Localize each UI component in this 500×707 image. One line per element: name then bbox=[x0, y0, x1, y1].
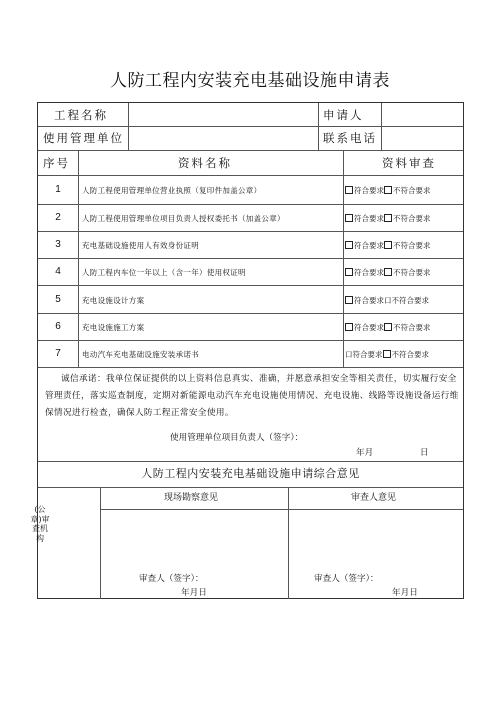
divider bbox=[100, 509, 463, 510]
divider bbox=[38, 313, 463, 314]
divider bbox=[78, 150, 79, 367]
row-doc-name: 充电基础设施使用人有效身份证明 bbox=[82, 241, 199, 250]
row-doc-name: 充电设施设计方案 bbox=[82, 296, 145, 305]
divider bbox=[38, 461, 463, 462]
site-survey-label: 现场勘察意见 bbox=[164, 493, 219, 503]
row-number: 4 bbox=[55, 266, 61, 277]
doc-review-header: 资料审查 bbox=[382, 156, 436, 170]
checkbox-icon[interactable] bbox=[345, 186, 353, 194]
divider bbox=[128, 103, 129, 150]
divider bbox=[38, 204, 463, 205]
row-review: 符合要求 不符合要求 bbox=[345, 184, 431, 198]
checkbox-icon[interactable] bbox=[345, 268, 353, 276]
row-review: 口符合要求 不符合要求 bbox=[345, 350, 429, 359]
divider bbox=[343, 150, 344, 367]
divider bbox=[38, 487, 463, 488]
row-number: 2 bbox=[55, 212, 61, 223]
row-review: 符合要求 不符合要求 bbox=[345, 321, 431, 335]
divider bbox=[100, 487, 101, 599]
page-title: 人防工程内安装充电基础设施申请表 bbox=[110, 71, 390, 91]
row-number: 5 bbox=[55, 294, 61, 305]
applicant-label: 申请人 bbox=[323, 108, 364, 122]
divider bbox=[318, 103, 319, 150]
signature-label: 使用管理单位项目负责人（签字）： bbox=[170, 433, 304, 443]
checkbox-icon[interactable] bbox=[384, 268, 392, 276]
divider bbox=[38, 367, 463, 368]
review-agency-seal-label: (公章)审查机构 bbox=[30, 505, 50, 543]
row-number: 7 bbox=[55, 348, 61, 359]
checkbox-icon[interactable] bbox=[384, 186, 392, 194]
seq-header: 序号 bbox=[43, 156, 70, 170]
contact-phone-label: 联系电话 bbox=[323, 131, 377, 145]
project-name-label: 工程名称 bbox=[54, 108, 108, 122]
user-unit-label: 使用管理单位 bbox=[43, 131, 124, 145]
commitment-text: 诚信承诺：我单位保证提供的以上资料信息真实、准确，并愿意承担安全等相关责任，切实履行安全管理责任，落实巡查制度，定期对新能源电动汽车充电设施使用情况、充电设施、线路等设施设备运行维保情况进行检查，确保人防工程正常安全使用。 bbox=[45, 374, 459, 418]
checkbox-icon[interactable] bbox=[383, 350, 391, 358]
row-doc-name: 人防工程使用管理单位项目负责人授权委托书（加盖公章） bbox=[82, 214, 285, 223]
application-form bbox=[37, 102, 464, 599]
checkbox-icon[interactable] bbox=[345, 241, 353, 249]
signature-date-d: 日 bbox=[420, 448, 429, 458]
divider bbox=[38, 150, 463, 151]
row-number: 6 bbox=[55, 321, 61, 332]
row-number: 3 bbox=[55, 239, 61, 250]
doc-name-header: 资料名称 bbox=[178, 156, 232, 170]
signature-date-ym: 年月 bbox=[356, 448, 374, 458]
checkbox-icon[interactable] bbox=[384, 323, 392, 331]
left-review-date: 年月日 bbox=[181, 588, 207, 598]
checkbox-icon[interactable] bbox=[384, 241, 392, 249]
left-reviewer-signature: 审查人（签字）： bbox=[139, 574, 204, 584]
divider bbox=[288, 487, 289, 599]
row-doc-name: 充电设施施工方案 bbox=[82, 323, 145, 332]
checkbox-icon[interactable] bbox=[384, 214, 392, 222]
checkbox-icon[interactable] bbox=[345, 214, 353, 222]
row-doc-name: 人防工程使用管理单位营业执照（复印件加盖公章） bbox=[82, 186, 262, 195]
row-review: 符合要求口不符合要求 bbox=[345, 294, 429, 308]
row-number: 1 bbox=[55, 184, 61, 195]
row-review: 符合要求 不符合要求 bbox=[345, 266, 431, 280]
opinion-section-title: 人防工程内安装充电基础设施申请综合意见 bbox=[141, 467, 360, 480]
right-review-date: 年月日 bbox=[392, 588, 418, 598]
checkbox-icon[interactable] bbox=[345, 296, 353, 304]
divider bbox=[38, 175, 463, 176]
divider bbox=[38, 258, 463, 259]
right-reviewer-signature: 审查人（签字）： bbox=[314, 574, 379, 584]
divider bbox=[38, 285, 463, 286]
divider bbox=[38, 231, 463, 232]
row-review: 符合要求 不符合要求 bbox=[345, 212, 431, 226]
divider bbox=[38, 340, 463, 341]
row-doc-name: 人防工程内车位一年以上（含一年）使用权证明 bbox=[82, 268, 246, 277]
divider bbox=[381, 103, 382, 150]
row-review: 符合要求 不符合要求 bbox=[345, 239, 431, 253]
reviewer-opinion-label: 审查人意见 bbox=[351, 493, 397, 503]
row-doc-name: 电动汽车充电基础设施安装承诺书 bbox=[82, 350, 199, 359]
checkbox-icon[interactable] bbox=[345, 323, 353, 331]
divider bbox=[38, 126, 463, 127]
